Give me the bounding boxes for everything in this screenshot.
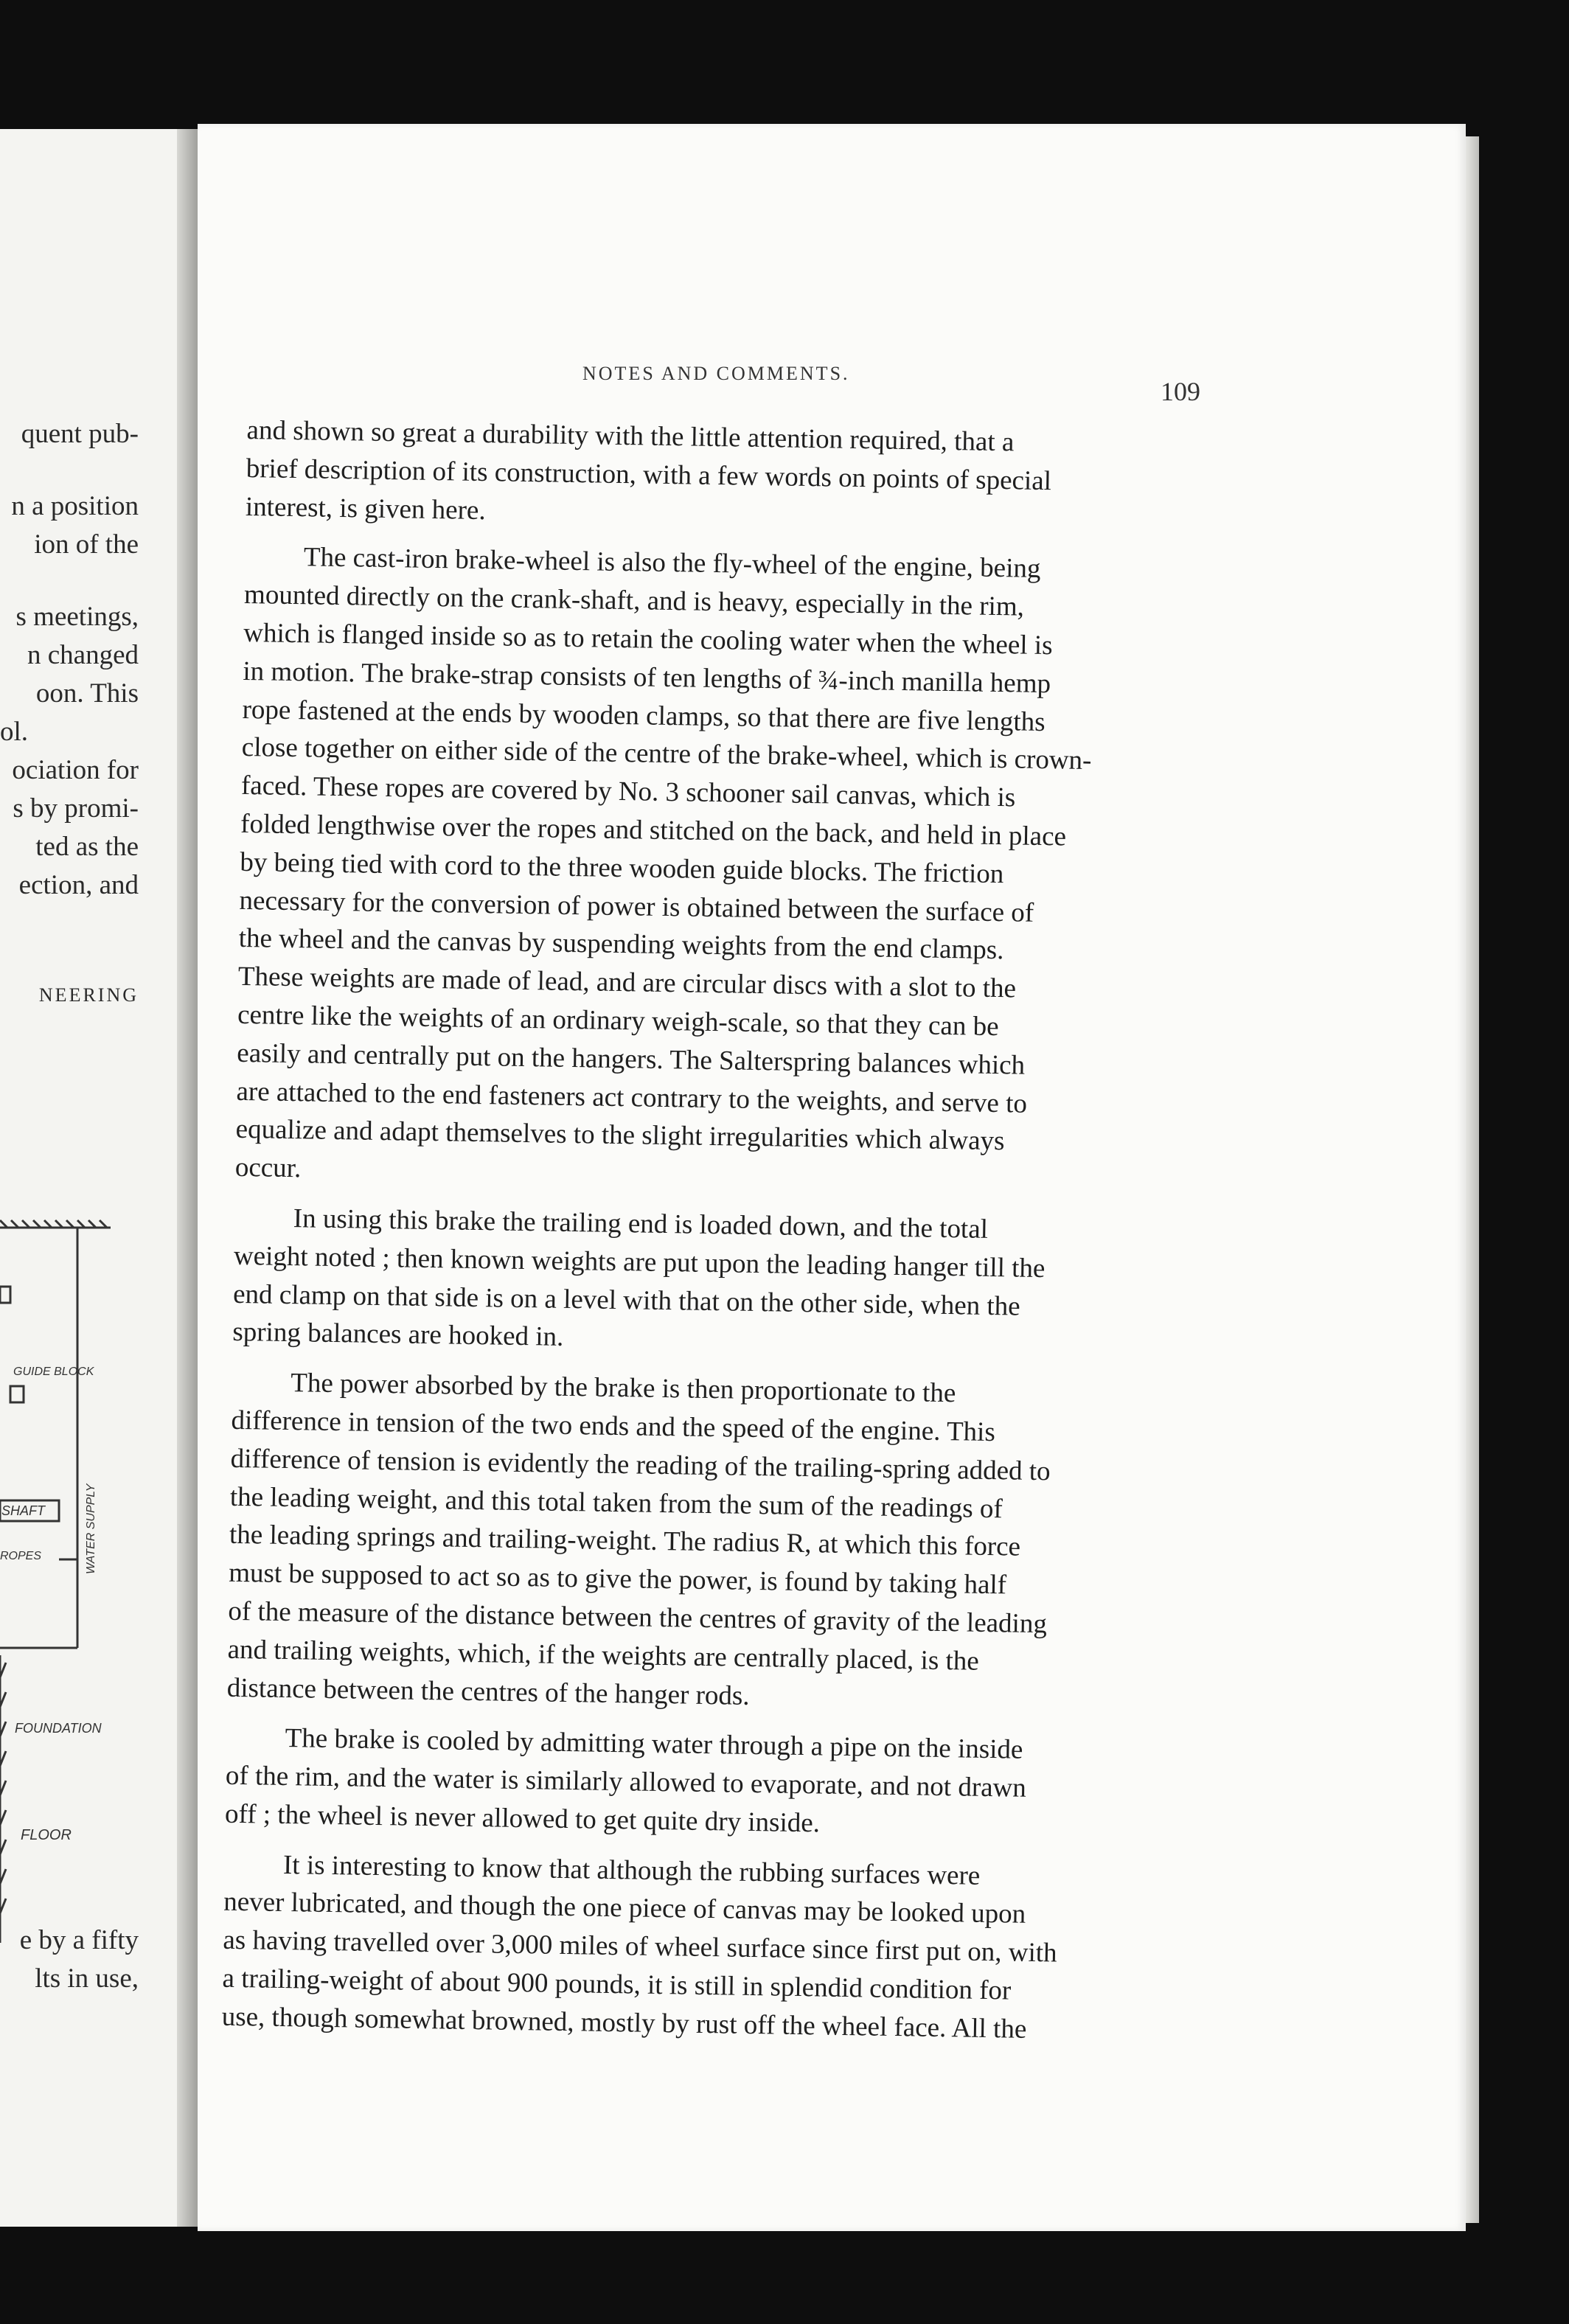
left-text-line: ociation for	[12, 755, 139, 785]
text-line: use, though somewhat browned, mostly by rust off the wheel face. All the	[221, 2001, 1027, 2045]
paragraph	[232, 1199, 1193, 1367]
figure-label-guide-block: GUIDE BLOCK	[13, 1365, 94, 1378]
paragraph	[221, 1845, 1183, 2050]
text-line: faced. These ropes are covered by No. 3 schooner sail canvas, which is	[240, 770, 1016, 813]
left-text-line: ion of the	[34, 529, 139, 560]
left-text-line: s by promi-	[13, 793, 139, 824]
brake-diagram-figure	[0, 1206, 118, 1943]
left-text-line: s meetings,	[15, 602, 139, 632]
text-line: end clamp on that side is on a level with that on the other side, when the	[232, 1278, 1020, 1322]
left-text-line: ol.	[0, 717, 29, 747]
running-head: NOTES AND COMMENTS.	[582, 363, 850, 384]
text-line: the wheel and the canvas by suspending weights from the end clamps.	[238, 923, 1004, 966]
text-line: the leading springs and trailing-weight. The radius R, at which this force	[229, 1520, 1021, 1562]
left-text-line: ection, and	[18, 870, 139, 900]
text-line: are attached to the end fasteners act contrary to the weights, and serve to	[236, 1076, 1028, 1119]
text-line: distance between the centres of the hanger rods.	[226, 1672, 750, 1711]
page-edge	[1466, 136, 1479, 2223]
left-text-line: ted as the	[35, 832, 139, 862]
body-text	[221, 411, 1205, 2051]
text-line: in motion. The brake-strap consists of ten lengths of ¾-inch manilla hemp	[243, 655, 1051, 699]
text-line: as having travelled over 3,000 miles of wheel surface since first put on, with	[223, 1925, 1057, 1969]
text-line: The brake is cooled by admitting water through a pipe on the inside	[285, 1723, 1023, 1766]
text-line: difference of tension is evidently the reading of the trailing-spring added to	[230, 1443, 1051, 1487]
figure-label-foundation: FOUNDATION	[15, 1721, 102, 1736]
figure-label-floor: FLOOR	[21, 1827, 72, 1843]
text-line: of the rim, and the water is similarly allowed to evaporate, and not drawn	[225, 1760, 1027, 1803]
figure-label-ropes: ROPES	[0, 1550, 42, 1562]
left-text-line: n a position	[11, 491, 139, 521]
text-line: difference in tension of the two ends and the speed of the engine. This	[231, 1405, 996, 1448]
left-page	[0, 129, 186, 2227]
text-line: The cast-iron brake-wheel is also the fly-wheel of the engine, being	[303, 542, 1041, 585]
text-line: by being tied with cord to the three wooden guide blocks. The friction	[240, 846, 1004, 889]
paragraph	[226, 1363, 1190, 1722]
left-section-heading: NEERING	[38, 984, 139, 1006]
left-text-line: n changed	[27, 640, 139, 670]
text-line: close together on either side of the centre of the brake-wheel, which is crown-	[241, 732, 1092, 776]
left-text-line: lts in use,	[35, 1963, 139, 1994]
text-line: and shown so great a durability with the little attention required, that a	[246, 414, 1015, 458]
book-gutter	[177, 129, 199, 2227]
text-line: interest, is given here.	[245, 491, 486, 526]
text-line: brief description of its construction, with a few words on points of special	[246, 453, 1052, 496]
text-line: mounted directly on the crank-shaft, and is heavy, especially in the rim,	[243, 580, 1025, 622]
text-line: must be supposed to act so as to give the power, is found by taking half	[228, 1557, 1007, 1601]
text-line: centre like the weights of an ordinary weigh-scale, so that they can be	[237, 999, 999, 1043]
text-line: and trailing weights, which, if the weights are centrally placed, is the	[227, 1634, 980, 1677]
left-text-line: quent pub-	[21, 419, 139, 449]
text-line: the leading weight, and this total taken from the sum of the readings of	[229, 1481, 1003, 1524]
figure-label-shaft: SHAFT	[1, 1503, 46, 1518]
text-line: easily and centrally put on the hangers. The Salterspring balances which	[237, 1037, 1026, 1081]
text-line: spring balances are hooked in.	[232, 1317, 564, 1353]
left-text-line: e by a fifty	[19, 1925, 139, 1955]
text-line: The power absorbed by the brake is then proportionate to the	[290, 1368, 956, 1409]
left-text-line: oon. This	[35, 678, 139, 709]
text-line: off ; the wheel is never allowed to get quite dry inside.	[224, 1798, 821, 1839]
text-line: which is flanged inside so as to retain the cooling water when the wheel is	[243, 617, 1053, 661]
text-line: In using this brake the trailing end is loaded down, and the total	[293, 1203, 989, 1245]
paragraph	[234, 537, 1203, 1202]
text-line: a trailing-weight of about 900 pounds, it is still in splendid condition for	[222, 1963, 1012, 2006]
figure-label-water-supply: WATER SUPPLY	[85, 1483, 97, 1574]
text-line: equalize and adapt themselves to the slight irregularities which always	[235, 1114, 1005, 1157]
paragraph	[246, 411, 1206, 541]
text-line: These weights are made of lead, and are circular discs with a slot to the	[237, 961, 1017, 1004]
text-line: never lubricated, and though the one piece of canvas may be looked upon	[223, 1887, 1026, 1930]
text-line: weight noted ; then known weights are put upon the leading hanger till the	[233, 1240, 1046, 1284]
text-line: rope fastened at the ends by wooden clamps, so that there are five lengths	[242, 694, 1046, 737]
paragraph	[225, 1719, 1185, 1848]
text-line: necessary for the conversion of power is obtained between the surface of	[239, 885, 1034, 928]
text-line: folded lengthwise over the ropes and stitched on the back, and held in place	[240, 808, 1067, 852]
text-line: of the measure of the distance between the centres of gravity of the leading	[228, 1596, 1048, 1640]
page-number: 109	[1161, 377, 1200, 406]
text-line: It is interesting to know that although the rubbing surfaces were	[282, 1849, 981, 1891]
text-line: occur.	[234, 1152, 302, 1184]
